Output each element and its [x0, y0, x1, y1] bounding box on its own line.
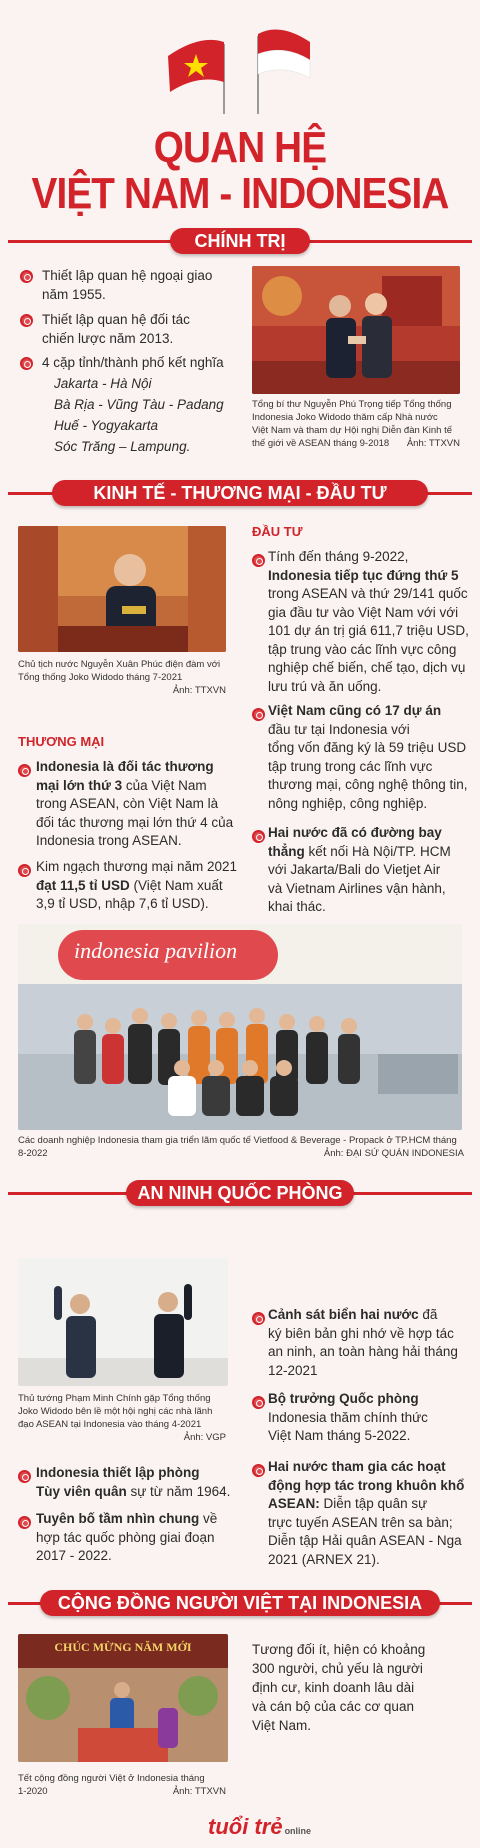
globe-bullet-icon	[252, 830, 265, 843]
section-politics	[0, 228, 480, 254]
text-line: về	[199, 1511, 218, 1526]
text-line: nông nghiệp, công nghiệp.	[268, 795, 428, 811]
text-line: Hai nước tham gia các hoạt	[268, 1459, 446, 1474]
economy-photo-caption: Tổng thống Joko Widodo tháng 7-2021	[18, 672, 183, 683]
tet-banner: CHÚC MỪNG NĂM MỚI	[54, 1640, 192, 1654]
defense-photo-caption: Thủ tướng Phạm Minh Chính gặp Tổng thống	[18, 1393, 211, 1404]
politics-photo-caption: Indonesia Joko Widodo thăm cấp Nhà nước	[252, 412, 438, 423]
text-line: Indonesia thiết lập phòng	[36, 1465, 200, 1480]
globe-bullet-icon	[20, 314, 33, 327]
trade-bullet-1	[36, 758, 233, 851]
title-line-1: QUAN HỆ	[153, 123, 327, 172]
photo-tet-celebration	[18, 1634, 228, 1762]
tet-scene-illustration	[18, 1668, 228, 1762]
text-line: kết nối Hà Nội/TP. HCM	[304, 843, 451, 859]
globe-bullet-icon	[252, 1312, 265, 1325]
photo-phone-call	[18, 526, 226, 652]
pavilion-photo-caption: 8-2022	[18, 1148, 48, 1159]
politics-bullet-2-cont: chiến lược năm 2013.	[42, 331, 174, 346]
politics-photo-credit: Ảnh: TTXVN	[406, 438, 460, 449]
text-line: Kim ngạch thương mại năm 2021	[36, 859, 237, 874]
politics-photo-caption: thế giới về ASEAN tháng 9-2018	[252, 438, 390, 449]
sister-city-pair: Jakarta - Hà Nội	[54, 376, 152, 391]
text-line: 2017 - 2022.	[36, 1548, 112, 1563]
text-line: Tương đối ít, hiện có khoảng	[252, 1642, 426, 1657]
invest-heading: ĐẦU TƯ	[252, 524, 303, 539]
logo-text: tuổi trẻ	[208, 1814, 283, 1839]
text-line: nghiệp chế biến, chế tạo, dịch vụ	[268, 660, 466, 675]
globe-bullet-icon	[18, 864, 31, 877]
globe-bullet-icon	[20, 270, 33, 283]
text-line: 300 người, chủ yếu là người	[252, 1661, 423, 1676]
text-line: Cảnh sát biển hai nước	[268, 1307, 419, 1322]
defense-bullet-1	[268, 1306, 458, 1380]
text-line: Hai nước đã có đường bay	[268, 825, 442, 840]
defense-bullet-4	[36, 1464, 230, 1501]
text-line: tập trung trong các lĩnh vực	[268, 758, 433, 774]
politics-photo-caption: Tổng bí thư Nguyễn Phú Trọng tiếp Tổng thống	[252, 399, 452, 410]
community-photo-caption: 1-2020	[18, 1786, 48, 1797]
defense-photo-caption: Joko Widodo bên lề một hội nghị các nhà lãnh	[18, 1406, 213, 1417]
pavilion-sign: indonesia pavilion	[74, 938, 238, 963]
trade-heading: THƯƠNG MẠI	[18, 734, 105, 749]
politics-bullet-1: Thiết lập quan hệ ngoại giao	[42, 268, 213, 283]
sister-city-pair: Huế - Yogyakarta	[54, 418, 159, 433]
sister-city-pair: Sóc Trăng – Lampung.	[54, 439, 191, 454]
defense-bullet-2	[268, 1390, 428, 1446]
globe-bullet-icon	[18, 764, 31, 777]
text-line: tổng vốn đăng ký là 59 triệu USD	[268, 740, 467, 755]
tuoi-tre-logo	[208, 1814, 311, 1840]
community-photo-credit: Ảnh: TTXVN	[172, 1786, 226, 1797]
section-community-heading: CỘNG ĐỒNG NGƯỜI VIỆT TẠI INDONESIA	[40, 1590, 440, 1616]
text-line: Tùy viên quân	[36, 1483, 127, 1499]
globe-bullet-icon	[18, 1516, 31, 1529]
section-defense-heading: AN NINH QUỐC PHÒNG	[126, 1180, 354, 1206]
globe-bullet-icon	[252, 1464, 265, 1477]
economy-photo-caption: Chủ tịch nước Nguyễn Xuân Phúc điện đàm với	[18, 659, 221, 670]
text-line: Indonesia là đối tác thương	[36, 759, 214, 774]
text-line: thương mại, công nghệ thông tin,	[268, 777, 468, 792]
section-economy-heading: KINH TẾ - THƯƠNG MẠI - ĐẦU TƯ	[52, 480, 428, 506]
photo-indonesia-pavilion	[18, 924, 462, 1130]
text-line: 2021 (ARNEX 21).	[268, 1551, 380, 1567]
flags-illustration	[160, 14, 320, 114]
group-people-illustration	[18, 984, 462, 1130]
title-line-2: VIỆT NAM - INDONESIA	[31, 169, 449, 218]
politics-bullet-1-cont: năm 1955.	[42, 287, 106, 302]
globe-bullet-icon	[20, 357, 33, 370]
text-line: đầu tư tại Indonesia với	[268, 721, 410, 737]
text-line: Việt Nam.	[252, 1718, 312, 1733]
text-line: động hợp tác trong khuôn khổ	[268, 1477, 465, 1493]
community-photo-caption: Tết cộng đồng người Việt ở Indonesia tháng	[18, 1773, 205, 1784]
pavilion-photo-credit: Ảnh: ĐẠI SỨ QUÁN INDONESIA	[323, 1148, 464, 1159]
text-line: định cư, kinh doanh lâu dài	[252, 1680, 415, 1695]
invest-bullet-2	[268, 702, 468, 813]
text-line: ký biên bản ghi nhớ về hợp tác	[268, 1325, 454, 1341]
text-line: (Việt Nam xuất	[129, 877, 223, 893]
globe-bullet-icon	[252, 708, 265, 721]
text-line: thẳng	[268, 843, 305, 859]
politics-photo-caption: Việt Nam và tham dự Hội nghị Diễn đàn Kinh tế	[252, 425, 452, 436]
text-line: Diễn tập Hải quân ASEAN - Nga	[268, 1533, 462, 1548]
text-line: Bộ trưởng Quốc phòng	[268, 1391, 419, 1406]
text-line: đối tác thương mại lớn thứ 4 của	[36, 814, 234, 830]
defense-bullet-5	[36, 1510, 217, 1566]
text-line: của Việt Nam	[122, 777, 207, 793]
section-defense	[0, 1180, 480, 1206]
politics-bullet-3: 4 cặp tỉnh/thành phố kết nghĩa	[42, 355, 224, 370]
text-line: Việt Nam cũng có 17 dự án	[268, 703, 442, 718]
globe-bullet-icon	[252, 1396, 265, 1409]
text-line: trong ASEAN và thứ 29/141 quốc	[268, 586, 468, 601]
text-line: và cán bộ của các cơ quan	[252, 1699, 414, 1714]
defense-photo-caption: đạo ASEAN tại Indonesia vào tháng 4-2021	[18, 1419, 202, 1430]
economy-photo-credit: Ảnh: TTXVN	[172, 685, 226, 696]
text-line: Tuyên bố tầm nhìn chung	[36, 1511, 200, 1526]
logo-sub-text: online	[284, 1826, 312, 1836]
text-line: Indonesia tiếp tục đứng thứ 5	[268, 567, 459, 583]
sister-cities-list	[54, 373, 224, 457]
text-line: sự từ năm 1964.	[126, 1483, 231, 1499]
text-line: 101 dự án trị giá 611,7 triệu USD,	[268, 623, 469, 638]
text-line: an ninh, an toàn hàng hải tháng	[268, 1344, 458, 1359]
globe-bullet-icon	[18, 1470, 31, 1483]
text-line: trực tuyến ASEAN trên sa bàn;	[268, 1514, 453, 1530]
text-line: Tính đến tháng 9-2022,	[268, 549, 409, 564]
text-line: Diễn tập quân sự	[319, 1496, 428, 1511]
text-line: 3,9 tỉ USD, nhập 7,6 tỉ USD).	[36, 896, 209, 911]
defense-photo-credit: Ảnh: VGP	[183, 1432, 226, 1443]
text-line: và Vietnam Airlines vận hành,	[268, 880, 446, 896]
text-line: tập trung vào các lĩnh vực công	[268, 641, 457, 657]
text-line: đã	[418, 1307, 438, 1322]
politics-bullet-2: Thiết lập quan hệ đối tác	[42, 312, 190, 327]
text-line: đạt 11,5 tỉ USD	[36, 877, 130, 893]
text-line: trong ASEAN, còn Việt Nam là	[36, 796, 219, 811]
text-line: khai thác.	[268, 899, 326, 914]
text-line: gia đầu tư vào Việt Nam với với	[268, 604, 459, 620]
text-line: Việt Nam tháng 5-2022.	[268, 1428, 411, 1443]
photo-leaders-waving	[18, 1258, 228, 1386]
text-line: 12-2021	[268, 1362, 318, 1378]
pavilion-photo-caption: Các doanh nghiệp Indonesia tham gia triển lãm quốc tế Vietfood & Beverage - Propack ở TP.HCM tháng	[18, 1135, 457, 1146]
text-line: hợp tác quốc phòng giai đoạn	[36, 1529, 215, 1545]
section-community	[0, 1590, 480, 1616]
text-line: với Jakarta/Bali do Vietjet Air	[268, 862, 441, 877]
trade-bullet-2	[36, 858, 237, 914]
defense-bullet-3	[268, 1458, 464, 1569]
text-line: Indonesia thăm chính thức	[268, 1409, 428, 1425]
text-line: lưu trú và ăn uống.	[268, 678, 382, 694]
photo-leaders-meeting	[252, 266, 460, 394]
section-politics-heading: CHÍNH TRỊ	[170, 228, 310, 254]
invest-bullet-3	[268, 824, 451, 917]
community-text	[252, 1640, 425, 1735]
globe-bullet-icon	[252, 554, 265, 567]
sister-city-pair: Bà Rịa - Vũng Tàu - Padang	[54, 397, 224, 412]
section-economy	[0, 480, 480, 506]
text-line: Indonesia trong ASEAN.	[36, 833, 182, 848]
invest-bullet-1	[268, 548, 469, 696]
text-line: ASEAN:	[268, 1496, 320, 1511]
text-line: mại lớn thứ 3	[36, 777, 123, 793]
